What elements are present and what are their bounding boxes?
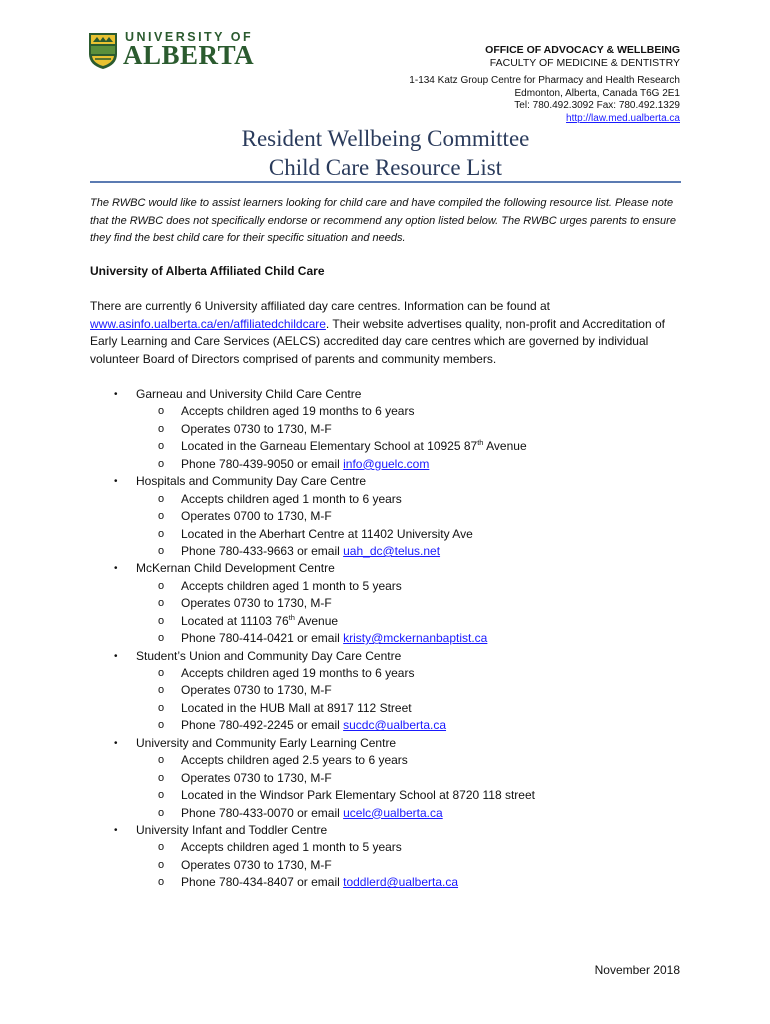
sub-bullet-glyph: o	[158, 527, 165, 540]
centre-ages: Accepts children aged 1 month to 5 years	[181, 578, 402, 593]
centre-location: Located in the HUB Mall at 8917 112 Street	[181, 700, 412, 715]
centre-name: Hospitals and Community Day Care Centre	[136, 474, 367, 489]
centre-detail-text	[181, 787, 535, 804]
title-line-1: Resident Wellbeing Committee	[241, 126, 530, 151]
office-contact-block	[409, 44, 680, 125]
sub-bullet-glyph: o	[158, 422, 165, 435]
bullet-glyph: •	[114, 824, 118, 836]
address-line-2: Edmonton, Alberta, Canada T6G 2E1	[514, 87, 680, 99]
centre-detail-text	[181, 578, 402, 595]
bullet-glyph: •	[114, 737, 118, 749]
centre-detail-item	[90, 682, 680, 699]
ordinal-suffix: th	[477, 438, 484, 448]
centre-item	[90, 473, 680, 560]
sub-bullet-glyph: o	[158, 510, 165, 523]
sub-bullet-glyph: o	[158, 806, 165, 819]
footer-date: November 2018	[594, 963, 680, 977]
sub-bullet-glyph: o	[158, 457, 165, 470]
centre-location: Located in the Garneau Elementary School at 10925 87	[181, 439, 478, 454]
centre-detail-item	[90, 456, 680, 473]
title-divider	[90, 181, 681, 183]
title-line-2: Child Care Resource List	[268, 155, 503, 180]
sub-bullet-glyph: o	[158, 597, 165, 610]
centre-item	[90, 386, 680, 473]
sub-bullet-glyph: o	[158, 405, 165, 418]
centre-detail-item	[90, 770, 680, 787]
centre-detail-text	[181, 613, 338, 630]
centre-location-suffix: Avenue	[294, 613, 339, 628]
logo-main-text: ALBERTA	[123, 40, 255, 70]
centre-detail-text	[181, 752, 408, 769]
centre-detail-item	[90, 491, 680, 508]
centre-detail-item	[90, 403, 680, 420]
centre-detail-item	[90, 700, 680, 717]
document-title	[90, 124, 681, 182]
sub-bullet-glyph: o	[158, 771, 165, 784]
centre-detail-item	[90, 839, 680, 856]
centre-detail-text	[181, 543, 440, 560]
centre-item	[90, 735, 680, 822]
centre-phone: Phone 780-414-0421 or email	[181, 631, 344, 646]
centre-name-row	[90, 473, 680, 490]
address-line-1: 1-134 Katz Group Centre for Pharmacy and Health Research	[409, 75, 680, 86]
centre-email-link[interactable]: sucdc@ualberta.ca	[343, 718, 447, 733]
ordinal-suffix: th	[288, 612, 295, 622]
centre-hours: Operates 0730 to 1730, M-F	[181, 770, 332, 785]
centre-detail-text	[181, 630, 487, 647]
sub-bullet-glyph: o	[158, 614, 165, 627]
centre-email-link[interactable]: uah_dc@telus.net	[343, 543, 441, 558]
centre-detail-item	[90, 613, 680, 630]
centre-location: Located in the Aberhart Centre at 11402 University Ave	[181, 526, 473, 541]
centre-location: Located at 11103 76	[181, 613, 289, 628]
centre-hours: Operates 0730 to 1730, M-F	[181, 596, 332, 611]
centre-detail-item	[90, 752, 680, 769]
sub-bullet-glyph: o	[158, 858, 165, 871]
centre-name: University and Community Early Learning Centre	[136, 735, 397, 750]
centre-detail-item	[90, 630, 680, 647]
centre-detail-text	[181, 595, 332, 612]
sub-bullet-glyph: o	[158, 667, 165, 679]
centre-detail-item	[90, 508, 680, 525]
centre-name: Garneau and University Child Care Centre	[136, 387, 362, 401]
centre-detail-item	[90, 438, 680, 455]
centre-ages: Accepts children aged 1 month to 6 years	[181, 491, 402, 506]
centre-detail-item	[90, 874, 680, 891]
centre-detail-item	[90, 421, 680, 438]
centre-detail-item	[90, 787, 680, 804]
centre-ages: Accepts children aged 1 month to 5 years	[181, 840, 402, 855]
centre-detail-item	[90, 526, 680, 543]
centre-detail-text	[181, 421, 332, 438]
centre-detail-text	[181, 874, 458, 891]
faculty-name: FACULTY OF MEDICINE & DENTISTRY	[489, 57, 680, 69]
office-title: OFFICE OF ADVOCACY & WELLBEING	[485, 44, 680, 56]
centre-phone: Phone 780-492-2245 or email	[181, 718, 344, 733]
centre-detail-text	[181, 491, 402, 508]
centre-detail-text	[181, 770, 332, 787]
centre-detail-item	[90, 595, 680, 612]
centre-hours: Operates 0730 to 1730, M-F	[181, 857, 332, 872]
centre-detail-text	[181, 508, 332, 525]
centre-detail-text	[181, 665, 414, 682]
centre-email-link[interactable]: kristy@mckernanbaptist.ca	[343, 631, 488, 646]
centre-name-row	[90, 735, 680, 752]
sub-bullet-glyph: o	[158, 579, 165, 592]
body-paragraph	[90, 298, 680, 368]
centre-detail-item	[90, 717, 680, 734]
centre-detail-text	[181, 805, 443, 822]
centre-detail-item	[90, 543, 680, 560]
paragraph-text-before: There are currently 6 University affiliated day care centres. Information can be found at	[90, 299, 551, 313]
centre-ages: Accepts children aged 19 months to 6 years	[181, 666, 415, 680]
sub-bullet-glyph: o	[158, 876, 165, 889]
university-logo	[88, 30, 258, 72]
centre-hours: Operates 0730 to 1730, M-F	[181, 683, 332, 698]
centre-phone: Phone 780-439-9050 or email	[181, 456, 344, 471]
centre-detail-item	[90, 665, 680, 682]
logo-top-text: UNIVERSITY OF	[125, 30, 254, 44]
centre-location-suffix: Avenue	[483, 439, 527, 454]
centre-email-link[interactable]: ucelc@ualberta.ca	[343, 805, 443, 820]
sub-bullet-glyph: o	[158, 841, 165, 854]
centre-hours: Operates 0700 to 1730, M-F	[181, 509, 332, 524]
centre-item	[90, 822, 680, 892]
sub-bullet-glyph: o	[158, 684, 165, 697]
centre-email-link[interactable]: info@guelc.com	[343, 456, 430, 471]
centre-detail-text	[181, 526, 473, 543]
intro-paragraph: The RWBC would like to assist learners looking for child care and have compiled the following resource list. Please note that the RWBC does not specifically endorse or recommend any option listed below. The RWBC urges parents to ensure they find the best child care for their specific situation and needs.	[90, 197, 676, 244]
sub-bullet-glyph: o	[158, 701, 165, 714]
centre-detail-text	[181, 839, 402, 856]
centre-detail-text	[181, 682, 332, 699]
centre-name-row	[90, 648, 680, 665]
centre-name: McKernan Child Development Centre	[136, 561, 335, 576]
centre-detail-text	[181, 403, 414, 420]
centre-name: University Infant and Toddler Centre	[136, 822, 328, 837]
centre-detail-text	[181, 700, 412, 717]
centre-hours: Operates 0730 to 1730, M-F	[181, 421, 332, 436]
affiliated-childcare-link[interactable]: www.asinfo.ualberta.ca/en/affiliatedchildcare	[90, 316, 326, 331]
centre-phone: Phone 780-433-0070 or email	[181, 805, 344, 820]
centre-name-row	[90, 386, 680, 403]
centre-detail-text	[181, 717, 446, 734]
office-website-link[interactable]: http://law.med.ualberta.ca	[566, 112, 680, 124]
paragraph-text-after: . Their website advertises quality, non-profit and Accreditation of Early Learning and Care Services (AELCS) accredited day care centres which are governed by individual volunteer Board of Directors comprised of parents and community members.	[90, 316, 665, 366]
centre-ages: Accepts children aged 2.5 years to 6 years	[181, 753, 408, 768]
centre-name: Student’s Union and Community Day Care Centre	[136, 648, 402, 663]
centre-detail-item	[90, 805, 680, 822]
centre-detail-item	[90, 578, 680, 595]
sub-bullet-glyph: o	[158, 789, 165, 802]
sub-bullet-glyph: o	[158, 544, 165, 557]
centre-detail-item	[90, 857, 680, 874]
sub-bullet-glyph: o	[158, 440, 165, 453]
sub-bullet-glyph: o	[158, 492, 165, 505]
centre-item	[90, 648, 680, 735]
bullet-glyph: •	[114, 563, 118, 575]
sub-bullet-glyph: o	[158, 632, 165, 645]
centre-detail-text	[181, 438, 527, 455]
centre-phone: Phone 780-433-9663 or email	[181, 543, 344, 558]
sub-bullet-glyph: o	[158, 754, 165, 767]
bullet-glyph: •	[114, 389, 118, 400]
centre-list	[90, 386, 680, 892]
centre-item	[90, 560, 680, 647]
section-heading: University of Alberta Affiliated Child Care	[90, 264, 325, 278]
sub-bullet-glyph: o	[158, 719, 165, 732]
centre-email-link[interactable]: toddlerd@ualberta.ca	[343, 875, 459, 890]
centre-detail-text	[181, 857, 332, 874]
centre-name-row	[90, 560, 680, 577]
bullet-glyph: •	[114, 650, 118, 662]
university-crest-icon	[88, 32, 118, 70]
centre-location: Located in the Windsor Park Elementary School at 8720 118 street	[181, 788, 535, 803]
centre-phone: Phone 780-434-8407 or email	[181, 875, 344, 890]
centre-ages: Accepts children aged 19 months to 6 years	[181, 404, 415, 419]
bullet-glyph: •	[114, 476, 118, 488]
centre-name-row	[90, 822, 680, 839]
centre-detail-text	[181, 456, 429, 473]
phone-fax: Tel: 780.492.3092 Fax: 780.492.1329	[514, 100, 680, 111]
